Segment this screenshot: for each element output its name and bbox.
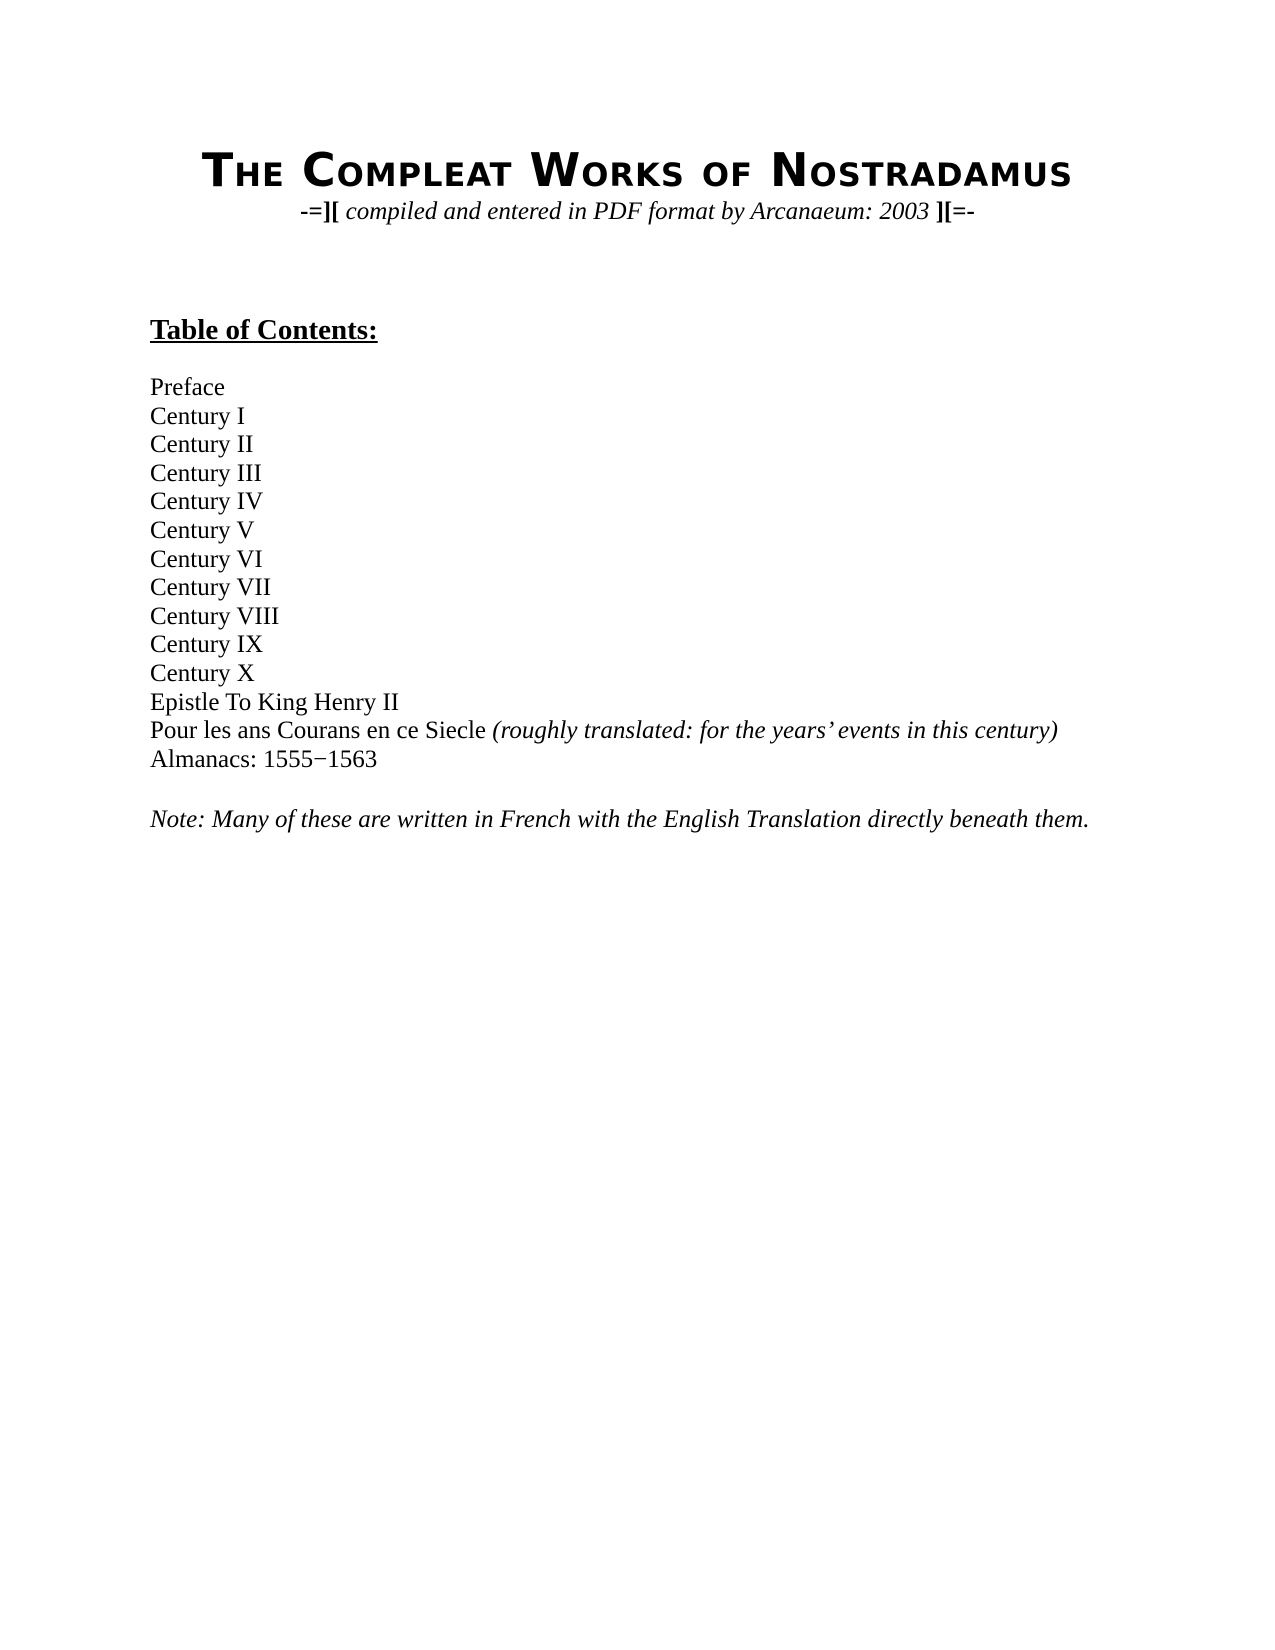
toc-item-label: Preface [150,374,225,401]
toc-item-epistle [150,689,1058,718]
toc-item-century-2 [150,431,1058,460]
toc-item-preface [150,374,1058,403]
toc-item-label: Century IV [150,488,264,516]
toc-item-label: Century V [150,516,255,544]
toc-item-label: Pour les ans Courans en ce Siecle [150,717,487,745]
toc-item-century-1 [150,403,1058,432]
toc-list [150,374,1058,774]
subtitle-prefix: -=][ [300,198,340,225]
toc-item-century-3 [150,460,1058,489]
toc-item-translation: (roughly translated: for the years’ events in this century) [492,717,1058,745]
subtitle [0,196,1275,228]
toc-item-label: Almanacs: 1555−1563 [150,745,378,773]
toc-item-pour-les-ans [150,717,1058,746]
toc-item-century-10 [150,660,1058,689]
toc-item-century-8 [150,603,1058,632]
toc-item-century-5 [150,517,1058,546]
toc-item-century-6 [150,546,1058,575]
toc-item-label: Century VII [150,574,272,602]
subtitle-suffix: ][=- [935,198,975,225]
toc-item-label: Century X [150,659,255,687]
toc-item-century-4 [150,488,1058,517]
toc-item-label: Century I [150,402,246,430]
toc-heading: Table of Contents: [150,314,378,346]
toc-item-century-7 [150,574,1058,603]
toc-item-label: Century IX [150,631,264,659]
toc-item-label: Century II [150,431,254,459]
toc-item-label: Century VI [150,545,263,573]
page-title: The Compleat Works of Nostradamus [201,143,1074,197]
toc-item-almanacs [150,746,1058,775]
toc-item-label: Century III [150,459,262,487]
subtitle-byline: compiled and entered in PDF format by Arcanaeum: 2003 [345,198,930,225]
toc-item-century-9 [150,631,1058,660]
toc-item-label: Epistle To King Henry II [150,688,400,716]
toc-item-label: Century VIII [150,602,280,630]
translation-note: Note: Many of these are written in French with the English Translation directly beneath them. [150,806,1090,833]
